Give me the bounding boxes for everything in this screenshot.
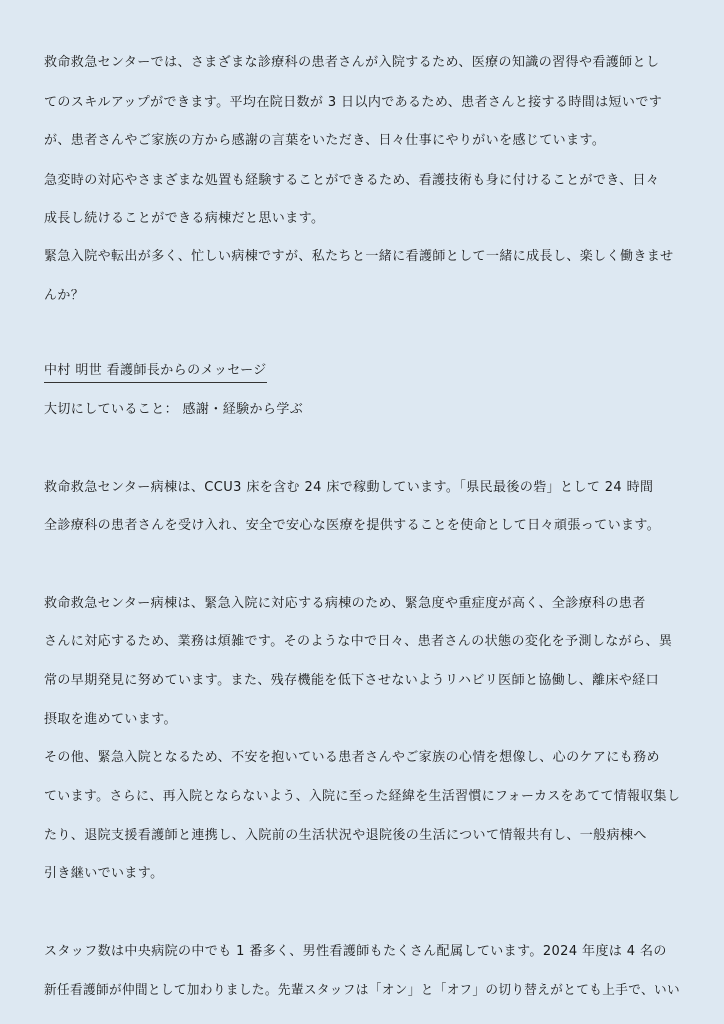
intro-line: 急変時の対応やさまざまな処置も経験することができるため、看護技術も身に付けることができ、日々 [44,173,660,188]
para2-line: 摂取を進めています。 [44,712,177,727]
para1-line: 救命救急センター病棟は、CCU3 床を含む 24 床で稼動しています。「県民最後の砦」として 24 時間 [44,480,654,495]
intro-line: 成長し続けることができる病棟だと思います。 [44,211,325,226]
intro-line: が、患者さんやご家族の方から感謝の言葉をいただき、日々仕事にやりがいを感じています。 [44,133,606,148]
intro-line: 緊急入院や転出が多く、忙しい病棟ですが、私たちと一緒に看護師として一緒に成長し、楽しく働きませ [44,249,674,264]
para3-line: スタッフ数は中央病院の中でも 1 番多く、男性看護師もたくさん配属しています。2024 年度は 4 名の [44,944,667,959]
message-motto: 大切にしていること： 感謝・経験から学ぶ [44,402,304,417]
para2-line: たり、退院支援看護師と連携し、入院前の生活状況や退院後の生活について情報共有し、一般病棟へ [44,828,647,843]
para2-line: 引き継いでいます。 [44,866,164,881]
para1-line: 全診療科の患者さんを受け入れ、安全で安心な医療を提供することを使命として日々頑張っています。 [44,518,661,533]
intro-line: 救命救急センターでは、さまざまな診療科の患者さんが入院するため、医療の知識の習得や看護師とし [44,55,660,70]
para2-line: 常の早期発見に努めています。また、残存機能を低下させないようリハビリ医師と協働し、離床や経口 [44,673,659,688]
message-heading: 中村 明世 看護師長からのメッセージ [44,362,267,383]
para2-line: ています。さらに、再入院とならないよう、入院に至った経緯を生活習慣にフォーカスをあてて情報収集し [44,789,681,804]
para2-line: 救命救急センター病棟は、緊急入院に対応する病棟のため、緊急度や重症度が高く、全診療科の患者 [44,596,646,611]
intro-line: んか？ [44,288,85,303]
para3-line: 新任看護師が仲間として加わりました。先輩スタッフは「オン」と「オフ」の切り替えがとても上手で、いい [44,983,680,998]
intro-line: てのスキルアップができます。平均在院日数が 3 日以内であるため、患者さんと接する時間は短いです [44,95,663,110]
para2-line: さんに対応するため、業務は煩雑です。そのような中で日々、患者さんの状態の変化を予測しながら、異 [44,634,673,649]
para2-line: その他、緊急入院となるため、不安を抱いている患者さんやご家族の心情を想像し、心のケアにも務め [44,750,660,765]
